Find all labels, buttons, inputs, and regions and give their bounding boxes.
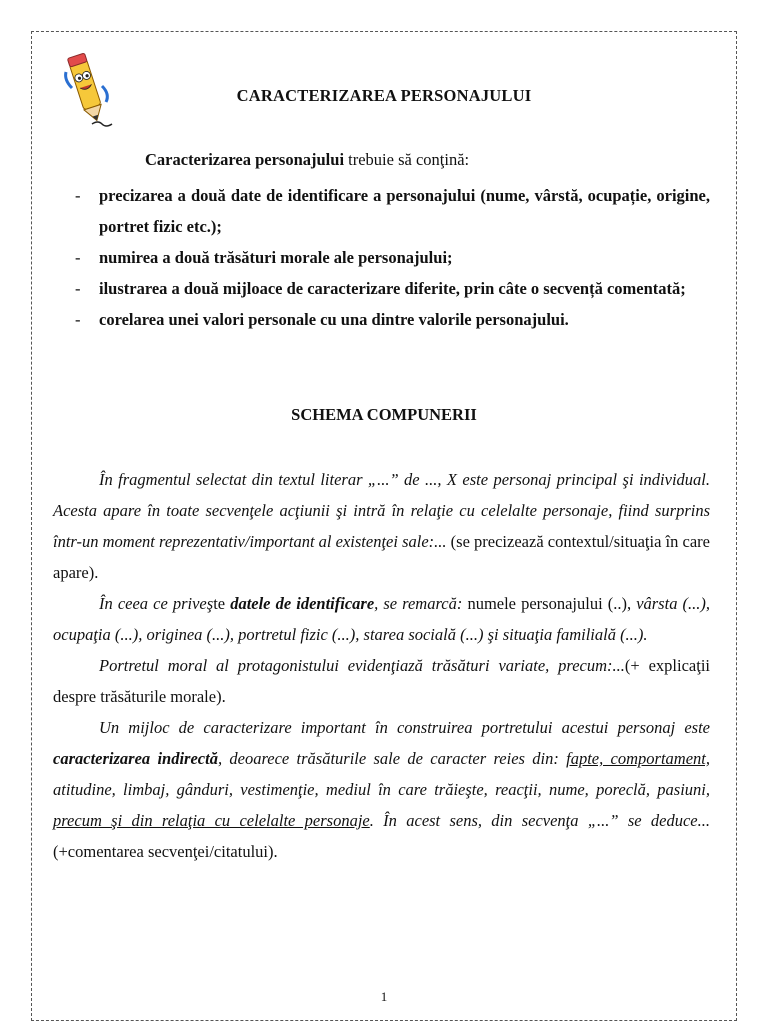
paragraph-text: vârsta (...), ocupaţia (...), originea (...), portretul fizic (...), starea socială (...) şi situaţia familială (...). xyxy=(53,594,711,644)
list-item xyxy=(53,180,710,242)
requirement-text: corelarea unei valori personale cu una dintre valorile personajului. xyxy=(99,310,569,329)
underlined-text: fapte, comportament, xyxy=(566,749,710,768)
paragraph-text: Portretul moral al protagonistului evidenţiază trăsături variate, precum:... xyxy=(99,656,625,675)
paragraph xyxy=(53,588,710,650)
paragraph xyxy=(53,712,710,867)
requirement-text: ilustrarea a două mijloace de caracterizare diferite, prin câte o secvență comentată; xyxy=(99,279,686,298)
section-heading: SCHEMA COMPUNERII xyxy=(291,405,477,424)
emphasis-text: caracterizarea indirectă xyxy=(53,749,218,768)
list-item xyxy=(53,304,710,335)
emphasis-text: datele de identificare xyxy=(230,594,375,613)
list-dash: - xyxy=(75,279,81,298)
intro-bold: Caracterizarea personajului xyxy=(145,150,345,169)
essay-schema-body xyxy=(53,464,710,867)
paragraph-text: numele personajului (..), xyxy=(467,594,637,613)
requirement-text: numirea a două trăsături morale ale personajului; xyxy=(99,248,453,267)
list-item xyxy=(53,273,710,304)
underlined-text: precum şi din relaţia cu celelalte personaje xyxy=(53,811,370,830)
paragraph-text: (+ explicaţii despre trăsăturile morale). xyxy=(53,656,710,706)
list-dash: - xyxy=(75,310,81,329)
paragraph-text: (+comentarea secvenţei/citatului). xyxy=(53,842,278,861)
list-item xyxy=(53,242,710,273)
paragraph-text: Un mijloc de caracterizare important în construirea portretului acestui personaj este xyxy=(99,718,710,737)
list-dash: - xyxy=(75,186,81,205)
list-dash: - xyxy=(75,248,81,267)
paragraph xyxy=(53,464,710,588)
requirements-list xyxy=(53,180,710,335)
paragraph-text: , se remarcă: xyxy=(374,594,468,613)
requirement-text: precizarea a două date de identificare a personajului (nume, vârstă, ocupație, origine, portret fizic etc.); xyxy=(99,186,710,236)
paragraph-text: , deoarece trăsăturile sale de caracter reies din: xyxy=(217,749,567,768)
paragraph-text: (se precizează contextul/situaţia în care apare). xyxy=(53,532,710,582)
paragraph-text: În ceea ce priveş xyxy=(99,594,214,613)
paragraph xyxy=(53,650,710,712)
paragraph-text: te xyxy=(213,594,231,613)
paragraph-text: În fragmentul selectat din textul literar „...” de ..., X este personaj principal şi individual. Acesta apare în toate secvenţele acţiunii şi intră în relaţie cu celelalte personaje, fiind surprins într-un moment reprezentativ/important al existenţei sale:... xyxy=(53,470,710,551)
page-number: 1 xyxy=(380,989,388,1004)
paragraph-text: atitudine, limbaj, gânduri, vestimenţie, mediul în care trăieşte, reacţii, nume, poreclă, pasiuni, xyxy=(53,780,710,799)
document-title: CARACTERIZAREA PERSONAJULUI xyxy=(236,86,532,105)
intro-rest: trebuie să conţină: xyxy=(344,150,470,169)
paragraph-text: . În acest sens, din secvenţa „...” se deduce... xyxy=(369,811,711,830)
intro-line xyxy=(145,150,469,170)
